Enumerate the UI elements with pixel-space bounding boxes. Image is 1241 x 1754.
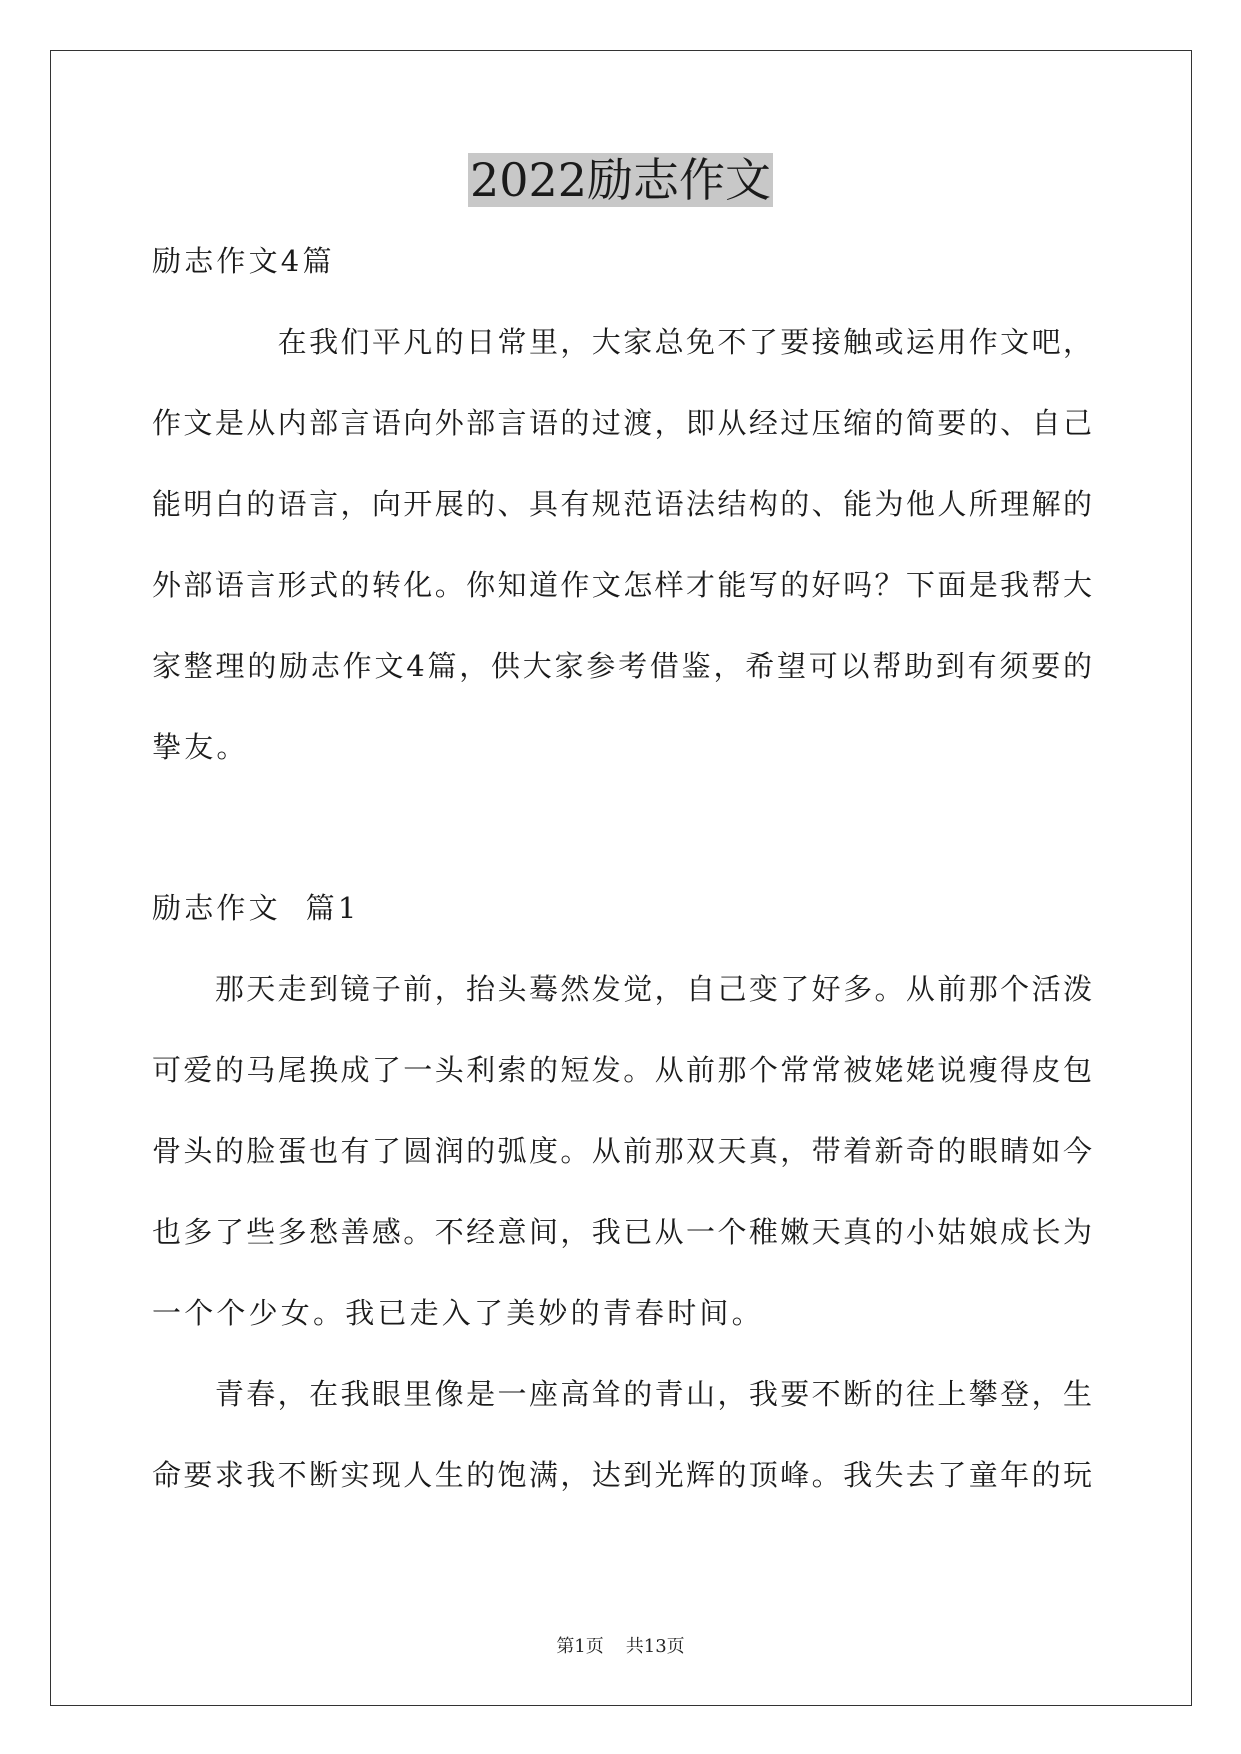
paragraph1-line: 骨头的脸蛋也有了圆润的弧度。从前那双天真，带着新奇的眼睛如今 [152, 1134, 1092, 1168]
paragraph1-line: 一个个少女。我已走入了美妙的青春时间。 [152, 1296, 764, 1330]
intro-line: 作文是从内部言语向外部言语的过渡，即从经过压缩的简要的、自己 [152, 406, 1092, 440]
page-footer [0, 1632, 1241, 1658]
document-body [152, 232, 1092, 1527]
section-heading: 励志作文 篇1 [152, 891, 360, 925]
document-subtitle: 励志作文4篇 [152, 244, 335, 278]
paragraph1-line: 可爱的马尾换成了一头利索的短发。从前那个常常被姥姥说瘦得皮包 [152, 1053, 1092, 1087]
intro-line: 能明白的语言，向开展的、具有规范语法结构的、能为他人所理解的 [152, 487, 1092, 521]
intro-line: 家整理的励志作文4篇，供大家参考借鉴，希望可以帮助到有须要的 [152, 649, 1092, 683]
document-title [0, 150, 1241, 210]
document-title-text: 2022励志作文 [469, 153, 772, 207]
intro-line: 挚友。 [152, 730, 249, 764]
intro-line: 在我们平凡的日常里，大家总免不了要接触或运用作文吧， [152, 325, 1092, 359]
paragraph1-line: 那天走到镜子前，抬头蓦然发觉，自己变了好多。从前那个活泼 [152, 972, 1092, 1006]
paragraph2-line: 青春，在我眼里像是一座高耸的青山，我要不断的往上攀登，生 [152, 1377, 1092, 1411]
page-total: 共13页 [625, 1636, 685, 1657]
page-number: 第1页 [556, 1636, 604, 1657]
paragraph2-line: 命要求我不断实现人生的饱满，达到光辉的顶峰。我失去了童年的玩 [152, 1458, 1092, 1492]
paragraph1-line: 也多了些多愁善感。不经意间，我已从一个稚嫩天真的小姑娘成长为 [152, 1215, 1092, 1249]
intro-line: 外部语言形式的转化。你知道作文怎样才能写的好吗？下面是我帮大 [152, 568, 1092, 602]
